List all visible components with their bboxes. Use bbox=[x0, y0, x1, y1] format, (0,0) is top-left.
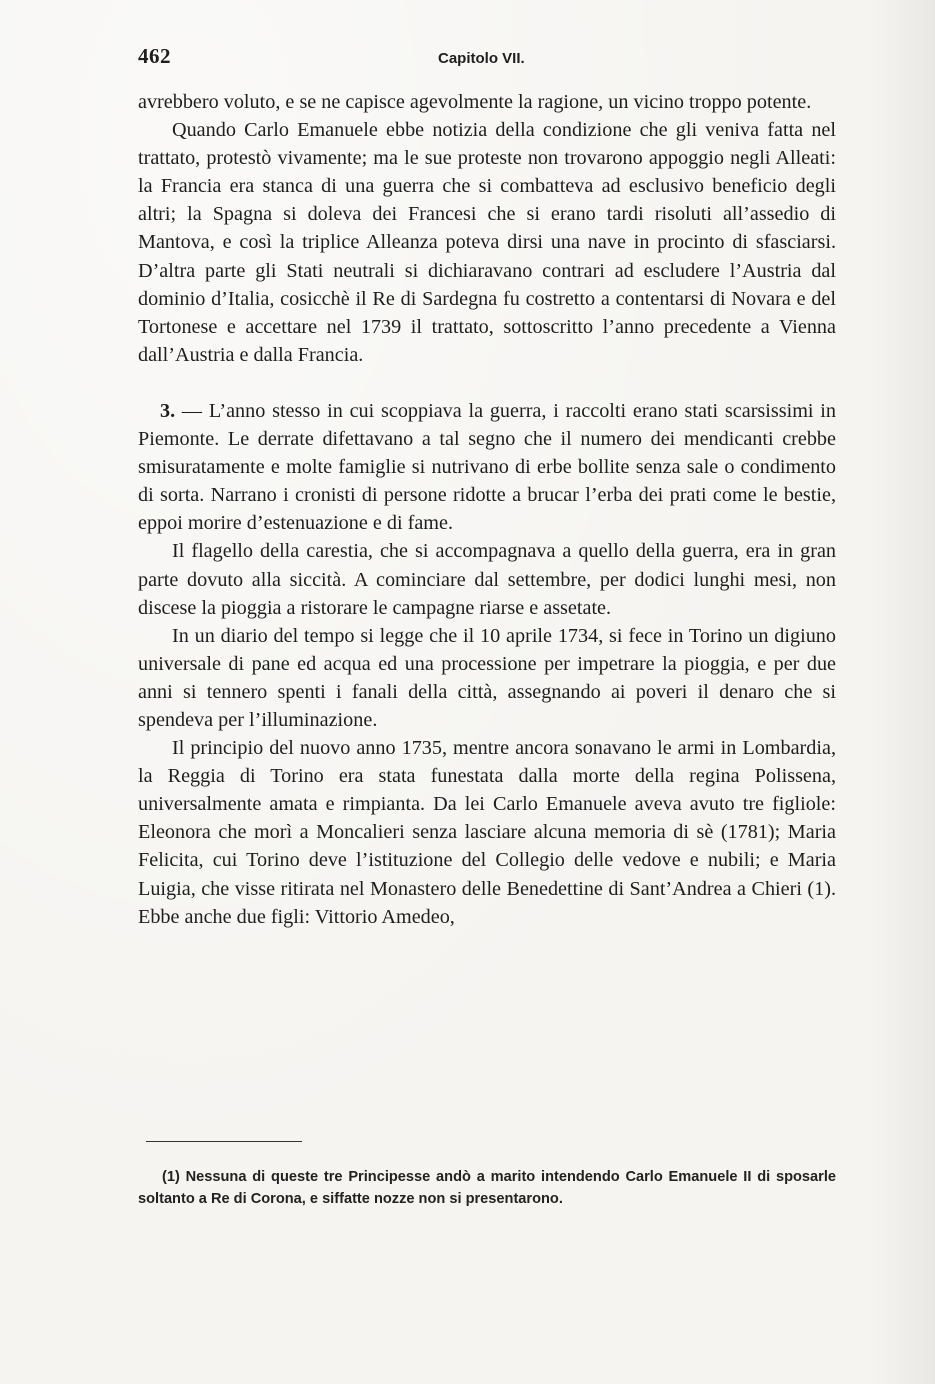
section-number: 3. bbox=[160, 399, 176, 422]
footnote: (1) Nessuna di queste tre Principesse andò a marito intendendo Carlo Emanuele II di sposarle soltanto a Re di Corona, e siffatte nozze non si presentarono. bbox=[138, 1169, 836, 1207]
running-title: Capitolo VII. bbox=[438, 50, 525, 67]
section-paragraph bbox=[138, 397, 836, 537]
paragraph: In un diario del tempo si legge che il 10 aprile 1734, si fece in Torino un digiuno universale di pane ed acqua ed una processione per impetrare la pioggia, e per due anni si tennero spenti i fanali della città, assegnando ai poveri il denaro che si spendeva per l’illuminazione. bbox=[138, 624, 836, 731]
page-number: 462 bbox=[138, 44, 171, 68]
paragraph: Quando Carlo Emanuele ebbe notizia della condizione che gli veniva fatta nel trattato, protestò vivamente; ma le sue proteste non trovarono appoggio negli Alleati: la Francia era stanca di una guerra che si combatteva ad esclusivo beneficio degli altri; la Spagna si doleva dei Francesi che si erano tardi risoluti all’assedio di Mantova, e così la triplice Alleanza poteva dirsi una nave in procinto di sfasciarsi. D’altra parte gli Stati neutrali si dichiaravano contrari ad escludere l’Austria dal dominio d’Italia, cosicchè il Re di Sardegna fu costretto a contentarsi di Novara e del Tortonese e accettare nel 1739 il trattato, sottoscritto l’anno precedente a Vienna dall’Austria e dalla Francia. bbox=[138, 119, 836, 366]
section-dash: — bbox=[175, 399, 209, 422]
section-paragraph-text: L’anno stesso in cui scoppiava la guerra, i raccolti erano stati scarsissimi in Piemonte. Le derrate difettavano a tal segno che il numero dei mendicanti crebbe smisuratamente e molte famiglie si nutrivano di erbe bollite senza sale o condimento di sorta. Narrano i cronisti di persone ridotte a brucar l’erba dei prati come le bestie, eppoi morire d’estenuazione e di fame. bbox=[138, 399, 836, 535]
paragraph-continuation: avrebbero voluto, e se ne capisce agevolmente la ragione, un vicino troppo potente. bbox=[138, 91, 812, 113]
paragraph: Il principio del nuovo anno 1735, mentre ancora sonavano le armi in Lombardia, la Reggia di Torino era stata funestata dalla morte della regina Polissena, universalmente amata e rimpianta. Da lei Carlo Emanuele aveva avuto tre figliole: Eleonora che morì a Moncalieri senza lasciare alcuna memoria di sè (1781); Maria Felicita, cui Torino deve l’istituzione del Collegio delle vedove e nubili; e Maria Luigia, che visse ritirata nel Monastero delle Benedettine di Sant’Andrea a Chieri (1). Ebbe anche due figli: Vittorio Amedeo, bbox=[138, 737, 836, 928]
page-header bbox=[138, 44, 836, 74]
paragraph: Il flagello della carestia, che si accompagnava a quello della guerra, era in gran parte dovuto alla siccità. A cominciare dal settembre, per dodici lunghi mesi, non discese la pioggia a ristorare le campagne riarse e assetate. bbox=[138, 540, 836, 619]
body-text bbox=[138, 88, 836, 931]
footnote-rule bbox=[146, 1141, 302, 1142]
